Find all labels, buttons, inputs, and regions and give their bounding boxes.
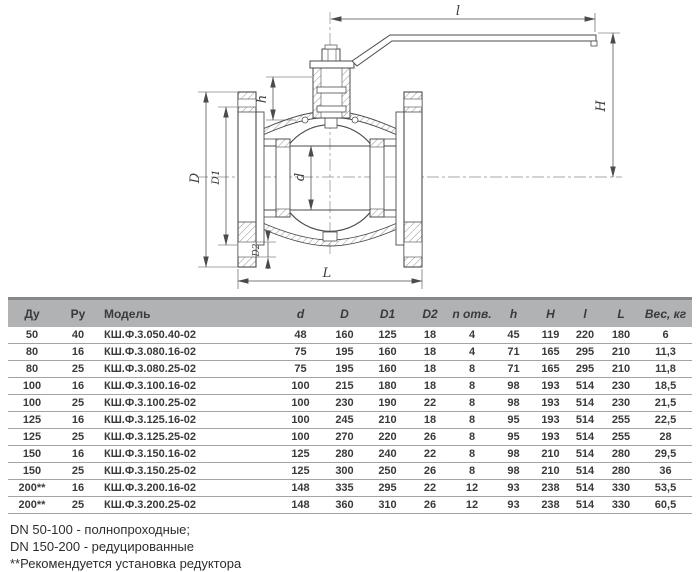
table-cell: КШ.Ф.3.080.25-02	[100, 361, 278, 378]
table-header	[8, 299, 692, 328]
table-row	[8, 395, 692, 412]
column-header: D	[323, 299, 366, 328]
table-cell: 16	[56, 344, 100, 361]
table-cell: 250	[366, 463, 409, 480]
table-cell: 71	[493, 344, 534, 361]
table-cell: 165	[534, 344, 567, 361]
table-cell: 100	[278, 412, 323, 429]
table-cell: 180	[366, 378, 409, 395]
table-cell: 295	[366, 480, 409, 497]
table-cell: 514	[567, 395, 603, 412]
column-header: Модель	[100, 299, 278, 328]
table-cell: 28	[639, 429, 692, 446]
table-cell: 125	[8, 429, 56, 446]
table-cell: 190	[366, 395, 409, 412]
table-cell: 245	[323, 412, 366, 429]
table-cell: 280	[323, 446, 366, 463]
table-cell: 335	[323, 480, 366, 497]
table-cell: 180	[603, 327, 639, 344]
table-cell: 215	[323, 378, 366, 395]
table-cell: 195	[323, 344, 366, 361]
table-cell: 75	[278, 361, 323, 378]
table-cell: 11,8	[639, 361, 692, 378]
table-cell: 280	[603, 446, 639, 463]
table-cell: 230	[323, 395, 366, 412]
table-cell: 125	[278, 463, 323, 480]
table-cell: 100	[8, 378, 56, 395]
table-row	[8, 361, 692, 378]
dim-label-l: l	[455, 4, 461, 19]
table-cell: 514	[567, 429, 603, 446]
table-cell: 26	[409, 497, 451, 514]
table-cell: 16	[56, 412, 100, 429]
column-header: Вес, кг	[639, 299, 692, 328]
table-row	[8, 344, 692, 361]
table-cell: 22	[409, 446, 451, 463]
table-cell: 12	[451, 497, 493, 514]
table-cell: 514	[567, 497, 603, 514]
table-cell: КШ.Ф.3.150.25-02	[100, 463, 278, 480]
table-cell: 22,5	[639, 412, 692, 429]
table-cell: 195	[323, 361, 366, 378]
table-cell: 220	[567, 327, 603, 344]
table-cell: 238	[534, 497, 567, 514]
column-header: Ду	[8, 299, 56, 328]
footnotes	[10, 521, 690, 572]
table-cell: 25	[56, 463, 100, 480]
table-cell: 36	[639, 463, 692, 480]
table-row	[8, 480, 692, 497]
table-cell: 295	[567, 344, 603, 361]
table-cell: 210	[534, 446, 567, 463]
table-cell: 93	[493, 480, 534, 497]
table-cell: 255	[603, 429, 639, 446]
table-cell: 25	[56, 395, 100, 412]
table-cell: 193	[534, 378, 567, 395]
column-header: d	[278, 299, 323, 328]
table-cell: 514	[567, 480, 603, 497]
column-header: n отв.	[451, 299, 493, 328]
table-cell: КШ.Ф.3.100.16-02	[100, 378, 278, 395]
footnote-reduced-bore: DN 150-200 - редуцированные	[10, 539, 194, 554]
table-cell: 18	[409, 344, 451, 361]
table-cell: 125	[278, 446, 323, 463]
table-cell: 360	[323, 497, 366, 514]
table-cell: 514	[567, 412, 603, 429]
column-header: h	[493, 299, 534, 328]
table-row	[8, 327, 692, 344]
dimensions-table	[8, 297, 692, 514]
table-cell: КШ.Ф.3.125.16-02	[100, 412, 278, 429]
table-cell: 150	[8, 446, 56, 463]
table-cell: 295	[567, 361, 603, 378]
table-cell: 210	[366, 412, 409, 429]
table-cell: 40	[56, 327, 100, 344]
table-cell: 26	[409, 429, 451, 446]
table-cell: 50	[8, 327, 56, 344]
table-cell: 148	[278, 497, 323, 514]
table-cell: 125	[8, 412, 56, 429]
table-row	[8, 378, 692, 395]
dim-label-L: L	[322, 266, 332, 281]
footnote-full-bore: DN 50-100 - полнопроходные;	[10, 522, 191, 537]
table-cell: 210	[534, 463, 567, 480]
table-cell: 8	[451, 378, 493, 395]
table-cell: 80	[8, 361, 56, 378]
table-cell: 210	[603, 361, 639, 378]
table-cell: 18	[409, 361, 451, 378]
table-cell: 200**	[8, 480, 56, 497]
table-cell: 12	[451, 480, 493, 497]
table-cell: 8	[451, 446, 493, 463]
table-cell: 22	[409, 480, 451, 497]
table-cell: 18,5	[639, 378, 692, 395]
table-cell: 98	[493, 378, 534, 395]
table-cell: 8	[451, 395, 493, 412]
table-cell: 310	[366, 497, 409, 514]
table-cell: 193	[534, 395, 567, 412]
table-cell: 18	[409, 327, 451, 344]
table-cell: 71	[493, 361, 534, 378]
table-cell: 280	[603, 463, 639, 480]
table-cell: 48	[278, 327, 323, 344]
table-row	[8, 446, 692, 463]
table-cell: КШ.Ф.3.050.40-02	[100, 327, 278, 344]
table-cell: 98	[493, 463, 534, 480]
table-cell: 93	[493, 497, 534, 514]
column-header: D1	[366, 299, 409, 328]
table-row	[8, 497, 692, 514]
table-cell: 98	[493, 446, 534, 463]
table-cell: 200**	[8, 497, 56, 514]
table-cell: 514	[567, 446, 603, 463]
table-cell: 95	[493, 429, 534, 446]
dim-label-h: h	[255, 94, 270, 104]
table-cell: 60,5	[639, 497, 692, 514]
dim-label-H: H	[594, 100, 609, 112]
table-cell: 25	[56, 429, 100, 446]
table-cell: КШ.Ф.3.125.25-02	[100, 429, 278, 446]
table-cell: 16	[56, 378, 100, 395]
valve-handle	[352, 35, 597, 66]
table-cell: 45	[493, 327, 534, 344]
table-cell: 230	[603, 395, 639, 412]
table-cell: 255	[603, 412, 639, 429]
table-row	[8, 463, 692, 480]
dim-label-D1: D1	[210, 169, 222, 185]
table-cell: 160	[366, 344, 409, 361]
table-row	[8, 429, 692, 446]
table-cell: 238	[534, 480, 567, 497]
table-cell: 75	[278, 344, 323, 361]
table-cell: 330	[603, 480, 639, 497]
table-cell: 4	[451, 327, 493, 344]
table-cell: 25	[56, 361, 100, 378]
table-cell: КШ.Ф.3.200.16-02	[100, 480, 278, 497]
table-cell: 95	[493, 412, 534, 429]
table-cell: 125	[366, 327, 409, 344]
table-cell: 11,3	[639, 344, 692, 361]
table-cell: 100	[278, 378, 323, 395]
table-cell: 16	[56, 480, 100, 497]
table-cell: 16	[56, 446, 100, 463]
table-cell: 100	[278, 429, 323, 446]
table-cell: 240	[366, 446, 409, 463]
table-cell: 53,5	[639, 480, 692, 497]
table-cell: 230	[603, 378, 639, 395]
table-cell: 514	[567, 378, 603, 395]
table-cell: 22	[409, 395, 451, 412]
dim-label-D2: D2	[252, 243, 262, 257]
table-row	[8, 412, 692, 429]
dim-label-D: D	[188, 172, 203, 184]
table-cell: 193	[534, 412, 567, 429]
table-cell: 98	[493, 395, 534, 412]
table-cell: 210	[603, 344, 639, 361]
table-cell: 25	[56, 497, 100, 514]
table-cell: 8	[451, 429, 493, 446]
table-cell: 148	[278, 480, 323, 497]
footnote-gearbox-recommended: **Рекомендуется установка редуктора	[10, 556, 242, 571]
dim-label-d: d	[293, 172, 308, 182]
column-header: Ру	[56, 299, 100, 328]
table-cell: 100	[278, 395, 323, 412]
table-cell: 150	[8, 463, 56, 480]
table-cell: 160	[366, 361, 409, 378]
table-cell: 8	[451, 361, 493, 378]
table-cell: КШ.Ф.3.150.16-02	[100, 446, 278, 463]
table-cell: 8	[451, 463, 493, 480]
table-cell: 165	[534, 361, 567, 378]
table-cell: 119	[534, 327, 567, 344]
table-cell: 193	[534, 429, 567, 446]
table-cell: 160	[323, 327, 366, 344]
table-cell: КШ.Ф.3.100.25-02	[100, 395, 278, 412]
column-header: D2	[409, 299, 451, 328]
table-cell: 330	[603, 497, 639, 514]
table-cell: 270	[323, 429, 366, 446]
table-cell: 6	[639, 327, 692, 344]
table-cell: КШ.Ф.3.200.25-02	[100, 497, 278, 514]
table-body	[8, 327, 692, 514]
table-cell: 80	[8, 344, 56, 361]
column-header: l	[567, 299, 603, 328]
table-cell: 100	[8, 395, 56, 412]
table-cell: 18	[409, 412, 451, 429]
table-cell: 300	[323, 463, 366, 480]
column-header: H	[534, 299, 567, 328]
table-cell: 29,5	[639, 446, 692, 463]
table-cell: КШ.Ф.3.080.16-02	[100, 344, 278, 361]
table-cell: 21,5	[639, 395, 692, 412]
table-cell: 18	[409, 378, 451, 395]
column-header: L	[603, 299, 639, 328]
table-cell: 26	[409, 463, 451, 480]
table-cell: 220	[366, 429, 409, 446]
table-cell: 8	[451, 412, 493, 429]
table-cell: 514	[567, 463, 603, 480]
table-cell: 4	[451, 344, 493, 361]
